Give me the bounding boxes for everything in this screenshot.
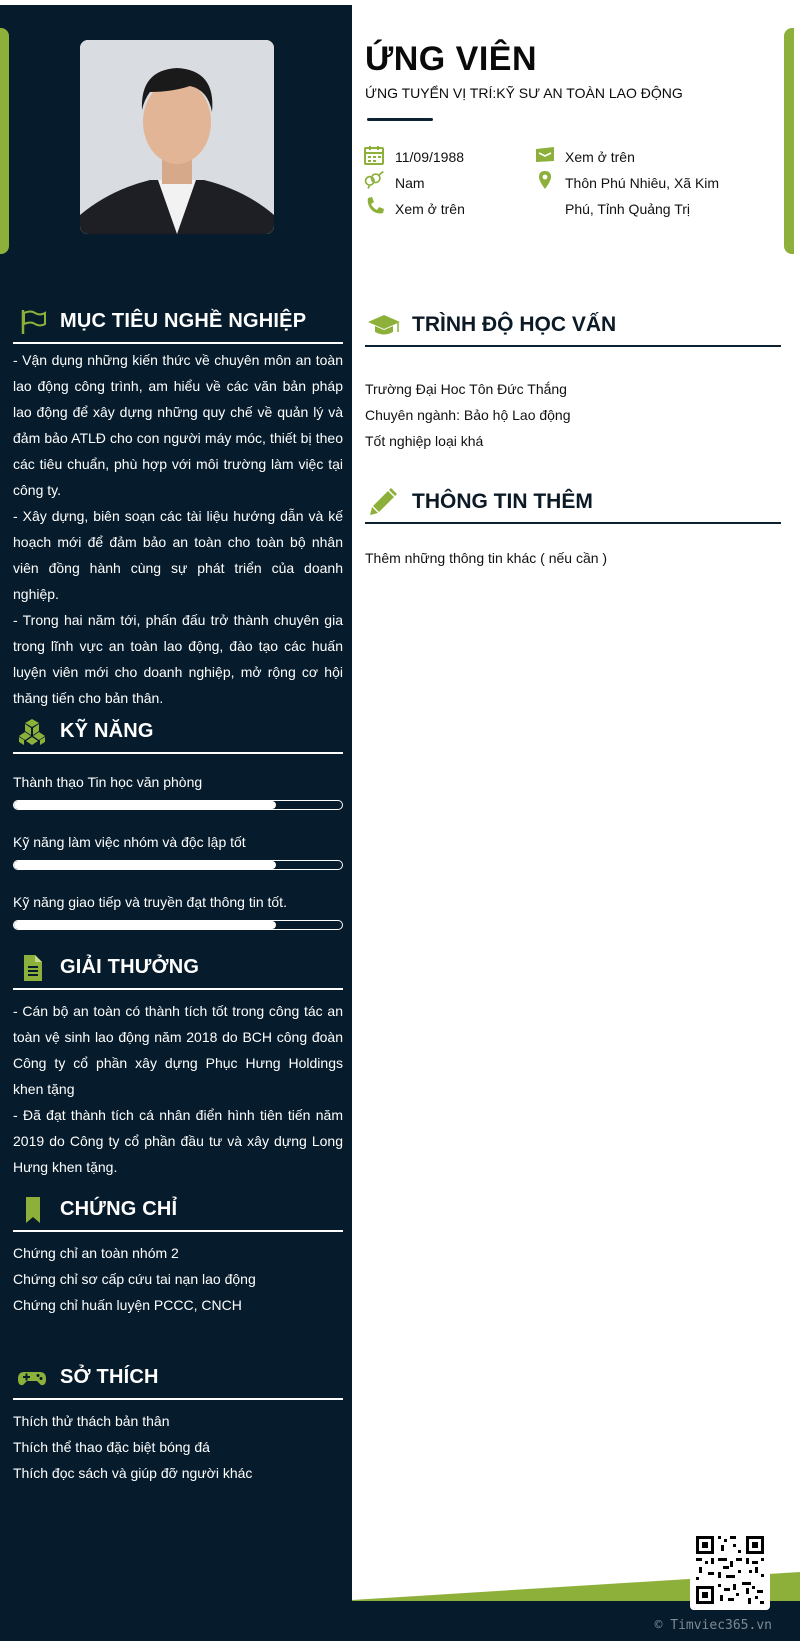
skill-label: Kỹ năng làm việc nhóm và độc lập tốt — [13, 834, 246, 850]
education-line: Trường Đại Hoc Tôn Đức Thắng — [365, 381, 567, 397]
skills-title: KỸ NĂNG — [60, 720, 154, 742]
birthday-value: 11/09/1988 — [395, 149, 465, 165]
certificates-title: CHỨNG CHỈ — [60, 1198, 178, 1220]
hobby-item: Thích thử thách bản thân — [13, 1413, 170, 1429]
candidate-name: ỨNG VIÊN — [365, 40, 538, 78]
envelope-icon — [534, 145, 556, 165]
additional-info-title: THÔNG TIN THÊM — [412, 490, 593, 513]
pencil-icon — [367, 488, 401, 516]
additional-info-text: Thêm những thông tin khác ( nếu cần ) — [365, 550, 608, 566]
document-icon — [17, 954, 47, 982]
cubes-icon — [17, 718, 47, 746]
gender-icon — [363, 170, 385, 190]
hobby-item: Thích thể thao đặc biệt bóng đá — [13, 1439, 210, 1455]
skill-bar-fill — [14, 861, 276, 869]
objective-section-header — [13, 302, 343, 344]
skill-label: Thành thạo Tin học văn phòng — [13, 774, 203, 790]
certificates-list — [13, 1240, 343, 1318]
awards-section-header — [13, 948, 343, 990]
objective-text — [13, 347, 343, 711]
awards-text — [13, 998, 343, 1180]
objective-paragraph: - Vận dụng những kiến thức về chuyên môn an toàn lao động công trình, am hiểu về các văn bản pháp lao động để xây dựng những quy chế về quản lý và đảm bảo ATLĐ cho con người máy móc, thiết bị theo các tiêu chuẩn, phù hợp với môi trường làm việc tại công ty. — [13, 352, 343, 498]
education-line: Tốt nghiệp loại khá — [365, 433, 484, 449]
awards-title: GIẢI THƯỞNG — [60, 956, 200, 978]
accent-tab-left — [0, 28, 9, 254]
education-line: Chuyên ngành: Bảo hộ Lao động — [365, 407, 571, 423]
award-paragraph: - Đã đạt thành tích cá nhân điển hình tiên tiến năm 2019 do Công ty cổ phần đầu tư và xây dựng Long Hưng khen tặng. — [13, 1107, 343, 1175]
skill-bar — [13, 800, 343, 810]
additional-info-section-header — [365, 482, 781, 524]
name-divider — [367, 118, 433, 121]
certificates-section-header — [13, 1190, 343, 1232]
watermark: © Timviec365.vn — [654, 1618, 772, 1633]
certificate-item: Chứng chỉ huấn luyện PCCC, CNCH — [13, 1297, 242, 1313]
email-value[interactable]: Xem ở trên — [565, 149, 635, 165]
skill-bar — [13, 860, 343, 870]
skill-bar-fill — [14, 921, 276, 929]
gender-value: Nam — [395, 175, 425, 191]
applied-position: ỨNG TUYỂN VỊ TRÍ:KỸ SƯ AN TOÀN LAO ĐỘNG — [365, 85, 683, 101]
skill-bar — [13, 920, 343, 930]
avatar — [80, 40, 274, 234]
phone-value[interactable]: Xem ở trên — [395, 201, 465, 217]
calendar-icon — [363, 145, 385, 165]
address-line-1: Thôn Phú Nhiêu, Xã Kim — [565, 175, 720, 191]
skill-label: Kỹ năng giao tiếp và truyền đạt thông tin tốt. — [13, 894, 287, 910]
certificate-item: Chứng chỉ sơ cấp cứu tai nạn lao động — [13, 1271, 256, 1287]
skill-bar-fill — [14, 801, 276, 809]
bookmark-icon — [17, 1196, 47, 1224]
qr-code[interactable] — [690, 1530, 770, 1610]
flag-icon — [17, 308, 47, 336]
phone-icon — [365, 196, 387, 216]
address-line-2: Phú, Tỉnh Quảng Trị — [565, 201, 691, 217]
objective-paragraph: - Xây dựng, biên soạn các tài liệu hướng dẫn và kế hoạch mới để đảm bảo an toàn cho toàn bộ nhân viên đồng hành cùng sự phát triển của doanh nghiệp. — [13, 508, 343, 602]
education-section-header — [365, 305, 781, 347]
gamepad-icon — [17, 1364, 47, 1392]
hobbies-section-header — [13, 1358, 343, 1400]
accent-tab-right — [784, 28, 794, 254]
hobby-item: Thích đọc sách và giúp đỡ người khác — [13, 1465, 253, 1481]
skills-section-header — [13, 712, 343, 754]
map-marker-icon — [534, 170, 556, 190]
objective-paragraph: - Trong hai năm tới, phấn đấu trở thành chuyên gia trong lĩnh vực an toàn lao động, đào tạo các huấn luyện viên mới cho doanh nghiệp, mở rộng cơ hội thăng tiến cho bản thân. — [13, 612, 343, 706]
award-paragraph: - Cán bộ an toàn có thành tích tốt trong công tác an toàn vệ sinh lao động năm 2018 do BCH công đoàn Công ty cổ phần xây dựng Phục Hưng Holdings khen tặng — [13, 1003, 343, 1097]
objective-title: MỤC TIÊU NGHỀ NGHIỆP — [60, 310, 307, 332]
hobbies-list — [13, 1408, 343, 1486]
hobbies-title: SỞ THÍCH — [60, 1366, 159, 1388]
graduation-cap-icon — [367, 311, 401, 339]
education-title: TRÌNH ĐỘ HỌC VẤN — [412, 313, 617, 336]
certificate-item: Chứng chỉ an toàn nhóm 2 — [13, 1245, 179, 1261]
